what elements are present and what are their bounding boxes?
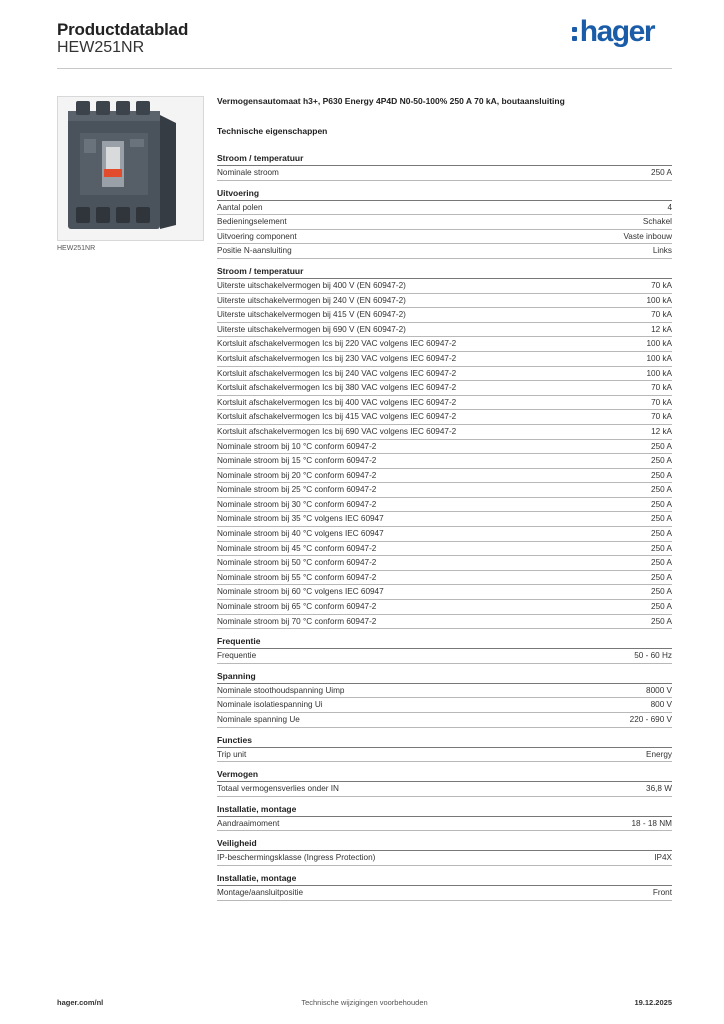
spec-label: Nominale stroom bbox=[217, 168, 279, 177]
spec-row bbox=[217, 396, 672, 411]
spec-row bbox=[217, 585, 672, 600]
spec-row bbox=[217, 542, 672, 557]
spec-label: Trip unit bbox=[217, 749, 247, 759]
spec-value: 100 kA bbox=[646, 339, 672, 349]
hager-logo bbox=[572, 16, 654, 48]
section-title: Installatie, montage bbox=[217, 803, 672, 817]
spec-label: Kortsluit afschakelvermogen Ics bij 230 VAC volgens IEC 60947-2 bbox=[217, 353, 457, 363]
spec-label: Totaal vermogensverlies onder IN bbox=[217, 784, 339, 794]
product-description: Vermogensautomaat h3+, P630 Energy 4P4D N0-50-100% 250 A 70 kA, boutaansluiting bbox=[217, 96, 565, 106]
spec-label: Aantal polen bbox=[217, 202, 263, 212]
footer-website[interactable]: hager.com/nl bbox=[57, 998, 104, 1007]
spec-value: 12 kA bbox=[651, 426, 672, 436]
spec-value: 250 A bbox=[651, 514, 672, 524]
spec-row bbox=[217, 684, 672, 699]
spec-row bbox=[217, 440, 672, 455]
spec-row bbox=[217, 600, 672, 615]
image-caption: HEW251NR bbox=[57, 245, 96, 252]
spec-value: IP4X bbox=[654, 853, 672, 863]
spec-value: 70 kA bbox=[651, 383, 672, 393]
spec-row bbox=[217, 201, 672, 216]
spec-value: Energy bbox=[646, 749, 672, 759]
spec-value: 250 A bbox=[651, 587, 672, 597]
spec-row bbox=[217, 851, 672, 866]
product-code: HEW251NR bbox=[57, 39, 145, 56]
spec-row bbox=[217, 337, 672, 352]
spec-label: Uitvoering component bbox=[217, 231, 297, 241]
spec-row bbox=[217, 425, 672, 440]
section-title: Frequentie bbox=[217, 635, 672, 649]
spec-row bbox=[217, 748, 672, 763]
spec-value: 100 kA bbox=[646, 368, 672, 378]
spec-row bbox=[217, 352, 672, 367]
page-title: Productdatablad bbox=[57, 20, 189, 39]
section-title: Stroom / temperatuur bbox=[217, 265, 672, 279]
spec-label: Montage/aansluitpositie bbox=[217, 887, 304, 897]
spec-content bbox=[217, 92, 672, 901]
spec-row bbox=[217, 498, 672, 513]
spec-label: Nominale stroom bij 30 °C conform 60947-2 bbox=[217, 499, 377, 509]
spec-label: Kortsluit afschakelvermogen Ics bij 220 VAC volgens IEC 60947-2 bbox=[217, 339, 457, 349]
spec-row bbox=[217, 886, 672, 901]
spec-value: Links bbox=[652, 246, 672, 256]
spec-row bbox=[217, 698, 672, 713]
section-title: Functies bbox=[217, 734, 672, 748]
section-title: Veiligheid bbox=[217, 837, 672, 851]
spec-value: 8000 V bbox=[646, 685, 672, 695]
spec-value: 220 - 690 V bbox=[629, 715, 672, 724]
spec-label: Uiterste uitschakelvermogen bij 415 V (EN 60947-2) bbox=[217, 310, 406, 320]
spec-label: Nominale stroom bij 35 °C volgens IEC 60947 bbox=[217, 514, 384, 524]
spec-row bbox=[217, 279, 672, 294]
spec-row bbox=[217, 381, 672, 396]
spec-value: 250 A bbox=[651, 456, 672, 466]
spec-label: Nominale isolatiespanning Ui bbox=[217, 700, 323, 710]
spec-label: Nominale stroom bij 10 °C conform 60947-2 bbox=[217, 441, 377, 451]
spec-label: Nominale stroom bij 50 °C conform 60947-2 bbox=[217, 558, 377, 568]
spec-value: 250 A bbox=[651, 529, 672, 539]
spec-value: 70 kA bbox=[651, 280, 672, 290]
spec-label: IP-beschermingsklasse (Ingress Protection) bbox=[217, 853, 376, 863]
header-divider bbox=[57, 68, 672, 69]
spec-value: 70 kA bbox=[651, 310, 672, 320]
spec-section bbox=[217, 152, 672, 181]
section-title: Installatie, montage bbox=[217, 872, 672, 886]
spec-label: Nominale spanning Ue bbox=[217, 715, 300, 724]
spec-value: 250 A bbox=[651, 470, 672, 480]
spec-value: Front bbox=[652, 887, 672, 897]
spec-label: Nominale stoothoudspanning Uimp bbox=[217, 685, 345, 695]
spec-value: 100 kA bbox=[646, 295, 672, 305]
spec-row bbox=[217, 782, 672, 797]
spec-row bbox=[217, 571, 672, 586]
spec-label: Nominale stroom bij 15 °C conform 60947-2 bbox=[217, 456, 377, 466]
spec-value: 50 - 60 Hz bbox=[634, 651, 672, 661]
spec-row bbox=[217, 166, 672, 181]
spec-label: Nominale stroom bij 60 °C volgens IEC 60947 bbox=[217, 587, 384, 597]
spec-section bbox=[217, 768, 672, 797]
spec-row bbox=[217, 649, 672, 664]
spec-value: 18 - 18 NM bbox=[631, 818, 672, 828]
product-image bbox=[57, 96, 204, 241]
section-title: Spanning bbox=[217, 670, 672, 684]
spec-row bbox=[217, 469, 672, 484]
spec-label: Kortsluit afschakelvermogen Ics bij 240 VAC volgens IEC 60947-2 bbox=[217, 368, 457, 378]
spec-label: Bedieningselement bbox=[217, 217, 287, 227]
spec-row bbox=[217, 294, 672, 309]
footer-date: 19.12.2025 bbox=[634, 998, 672, 1007]
spec-row bbox=[217, 483, 672, 498]
logo-dots-icon bbox=[572, 27, 577, 41]
spec-row bbox=[217, 713, 672, 728]
spec-row bbox=[217, 454, 672, 469]
spec-label: Nominale stroom bij 40 °C volgens IEC 60947 bbox=[217, 529, 384, 539]
spec-sections bbox=[217, 152, 672, 901]
spec-label: Kortsluit afschakelvermogen Ics bij 400 VAC volgens IEC 60947-2 bbox=[217, 397, 457, 407]
spec-label: Kortsluit afschakelvermogen Ics bij 415 VAC volgens IEC 60947-2 bbox=[217, 412, 457, 422]
spec-section bbox=[217, 872, 672, 901]
footer-disclaimer: Technische wijzigingen voorbehouden bbox=[301, 998, 428, 1007]
spec-section bbox=[217, 734, 672, 763]
spec-label: Nominale stroom bij 65 °C conform 60947-2 bbox=[217, 602, 377, 612]
spec-value: 800 V bbox=[650, 700, 672, 710]
tech-heading: Technische eigenschappen bbox=[217, 126, 328, 136]
spec-value: 250 A bbox=[651, 572, 672, 582]
section-title: Vermogen bbox=[217, 768, 672, 782]
spec-section bbox=[217, 635, 672, 664]
spec-value: Vaste inbouw bbox=[623, 231, 672, 241]
spec-row bbox=[217, 410, 672, 425]
spec-label: Nominale stroom bij 70 °C conform 60947-2 bbox=[217, 616, 377, 626]
section-title: Uitvoering bbox=[217, 187, 672, 201]
spec-label: Nominale stroom bij 55 °C conform 60947-2 bbox=[217, 572, 377, 582]
spec-section bbox=[217, 670, 672, 728]
spec-value: 250 A bbox=[651, 441, 672, 451]
spec-label: Nominale stroom bij 25 °C conform 60947-2 bbox=[217, 485, 377, 495]
spec-label: Uiterste uitschakelvermogen bij 690 V (EN 60947-2) bbox=[217, 324, 406, 334]
spec-row bbox=[217, 215, 672, 230]
spec-row bbox=[217, 308, 672, 323]
spec-value: 100 kA bbox=[646, 353, 672, 363]
circuit-breaker-icon bbox=[58, 97, 203, 240]
spec-label: Nominale stroom bij 20 °C conform 60947-2 bbox=[217, 470, 377, 480]
spec-label: Frequentie bbox=[217, 651, 257, 661]
spec-label: Kortsluit afschakelvermogen Ics bij 690 VAC volgens IEC 60947-2 bbox=[217, 426, 457, 436]
spec-section bbox=[217, 265, 672, 629]
spec-value: 12 kA bbox=[651, 324, 672, 334]
spec-row bbox=[217, 512, 672, 527]
spec-row bbox=[217, 323, 672, 338]
spec-value: 70 kA bbox=[651, 397, 672, 407]
spec-value: 250 A bbox=[651, 543, 672, 553]
logo-wordmark: hager bbox=[579, 15, 654, 48]
spec-label: Kortsluit afschakelvermogen Ics bij 380 VAC volgens IEC 60947-2 bbox=[217, 383, 457, 393]
spec-row bbox=[217, 556, 672, 571]
spec-label: Nominale stroom bij 45 °C conform 60947-2 bbox=[217, 543, 377, 553]
spec-row bbox=[217, 615, 672, 630]
spec-section bbox=[217, 803, 672, 832]
spec-value: 250 A bbox=[651, 602, 672, 612]
spec-value: 250 A bbox=[651, 558, 672, 568]
spec-row bbox=[217, 230, 672, 245]
section-title: Stroom / temperatuur bbox=[217, 152, 672, 166]
spec-section bbox=[217, 187, 672, 259]
spec-row bbox=[217, 527, 672, 542]
spec-value: 250 A bbox=[651, 499, 672, 509]
spec-value: 250 A bbox=[651, 485, 672, 495]
spec-label: Aandraaimoment bbox=[217, 818, 280, 828]
spec-value: 70 kA bbox=[651, 412, 672, 422]
spec-section bbox=[217, 837, 672, 866]
spec-value: Schakel bbox=[642, 217, 672, 227]
spec-label: Uiterste uitschakelvermogen bij 240 V (EN 60947-2) bbox=[217, 295, 406, 305]
spec-value: 250 A bbox=[651, 616, 672, 626]
spec-label: Uiterste uitschakelvermogen bij 400 V (EN 60947-2) bbox=[217, 280, 406, 290]
spec-row bbox=[217, 817, 672, 832]
spec-value: 36,8 W bbox=[646, 784, 672, 794]
spec-label: Positie N-aansluiting bbox=[217, 246, 292, 256]
spec-value: 4 bbox=[667, 202, 672, 212]
spec-row bbox=[217, 367, 672, 382]
spec-value: 250 A bbox=[651, 168, 672, 177]
spec-row bbox=[217, 244, 672, 259]
